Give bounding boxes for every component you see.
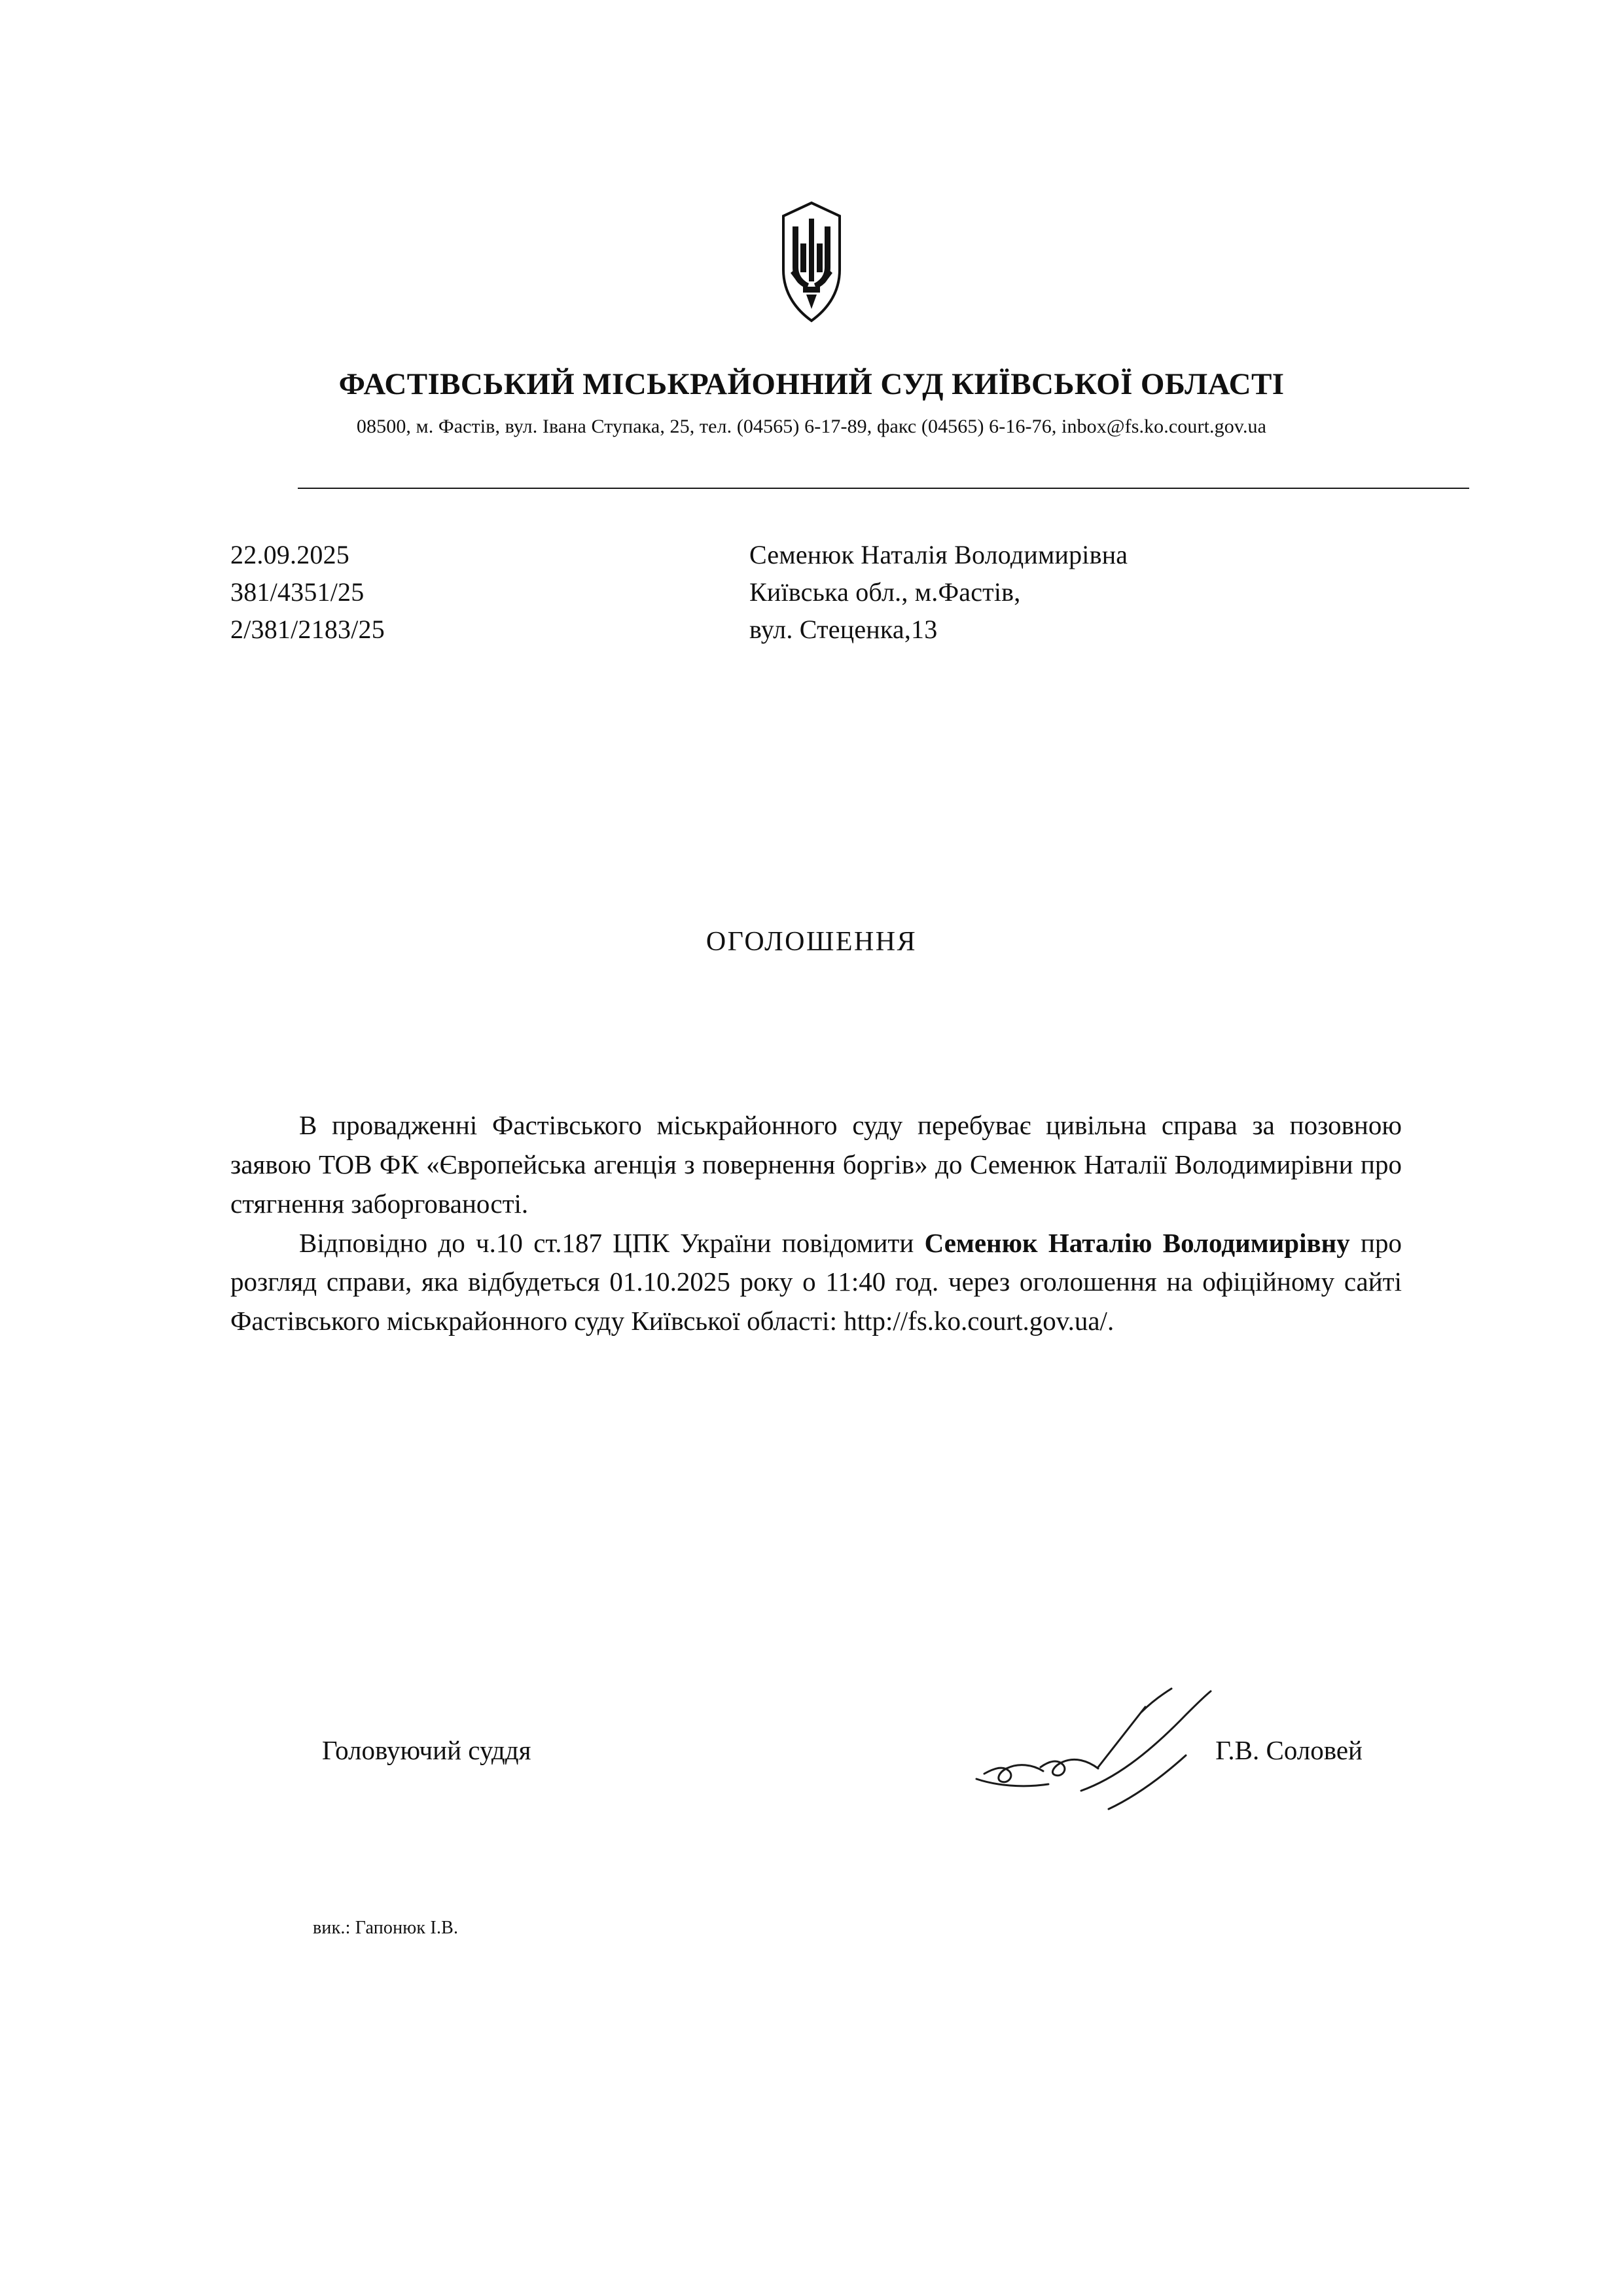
- handwritten-signature-icon: [970, 1669, 1245, 1839]
- addressee-block: [749, 537, 1128, 648]
- court-name-title: ФАСТІВСЬКИЙ МІСЬКРАЙОННИЙ СУД КИЇВСЬКОЇ ОБЛАСТІ: [338, 367, 1285, 401]
- reference-block: [230, 537, 385, 648]
- addressee-name: Семенюк Наталія Володимирівна: [749, 540, 1128, 569]
- executor-note: вик.: Гапонюк І.В.: [313, 1918, 459, 1938]
- emblem-container: [0, 196, 1623, 331]
- body-paragraph-1: В провадженні Фастівського міськрайонного суду перебуває цивільна справа за позовною заявою ТОВ ФК «Європейська агенція з повернення боргів» до Семенюк Наталії Володимирівни про стягнення заборгованості.: [230, 1110, 1402, 1219]
- document-body: [230, 1106, 1402, 1341]
- paragraph-2-lead: Відповідно до ч.10 ст.187 ЦПК України повідомити: [299, 1227, 925, 1258]
- signature-row: [230, 1721, 1402, 1793]
- addressee-street: вул. Стеценка,13: [749, 614, 938, 644]
- reference-case-number: 2/381/2183/25: [230, 614, 385, 644]
- signature-role: Головуючий суддя: [322, 1735, 531, 1765]
- court-address-line: 08500, м. Фастів, вул. Івана Ступака, 25, тел. (04565) 6-17-89, факс (04565) 6-16-76, inbox@fs.ko.court.gov.ua: [356, 416, 1267, 437]
- reference-date: 22.09.2025: [230, 540, 349, 569]
- body-paragraph-2: [230, 1224, 1402, 1342]
- reference-outgoing-number: 381/4351/25: [230, 577, 365, 607]
- addressee-region: Київська обл., м.Фастів,: [749, 577, 1021, 607]
- document-heading: ОГОЛОШЕННЯ: [705, 927, 918, 957]
- signature-name: Г.В. Соловей: [1215, 1735, 1363, 1765]
- paragraph-2-addressee-bold: Семенюк Наталію Володимирівну: [924, 1227, 1350, 1258]
- ukraine-coat-of-arms-tryzub-icon: [762, 196, 861, 327]
- paragraph-2-tail: про розгляд справи, яка відбудеться 01.10.2025 року о 11:40 год. через оголошення на офіційному сайті Фастівського міськрайонного суду Київської області: http://fs.ko.court.gov.ua/.: [230, 1227, 1402, 1336]
- header-divider: [298, 488, 1469, 489]
